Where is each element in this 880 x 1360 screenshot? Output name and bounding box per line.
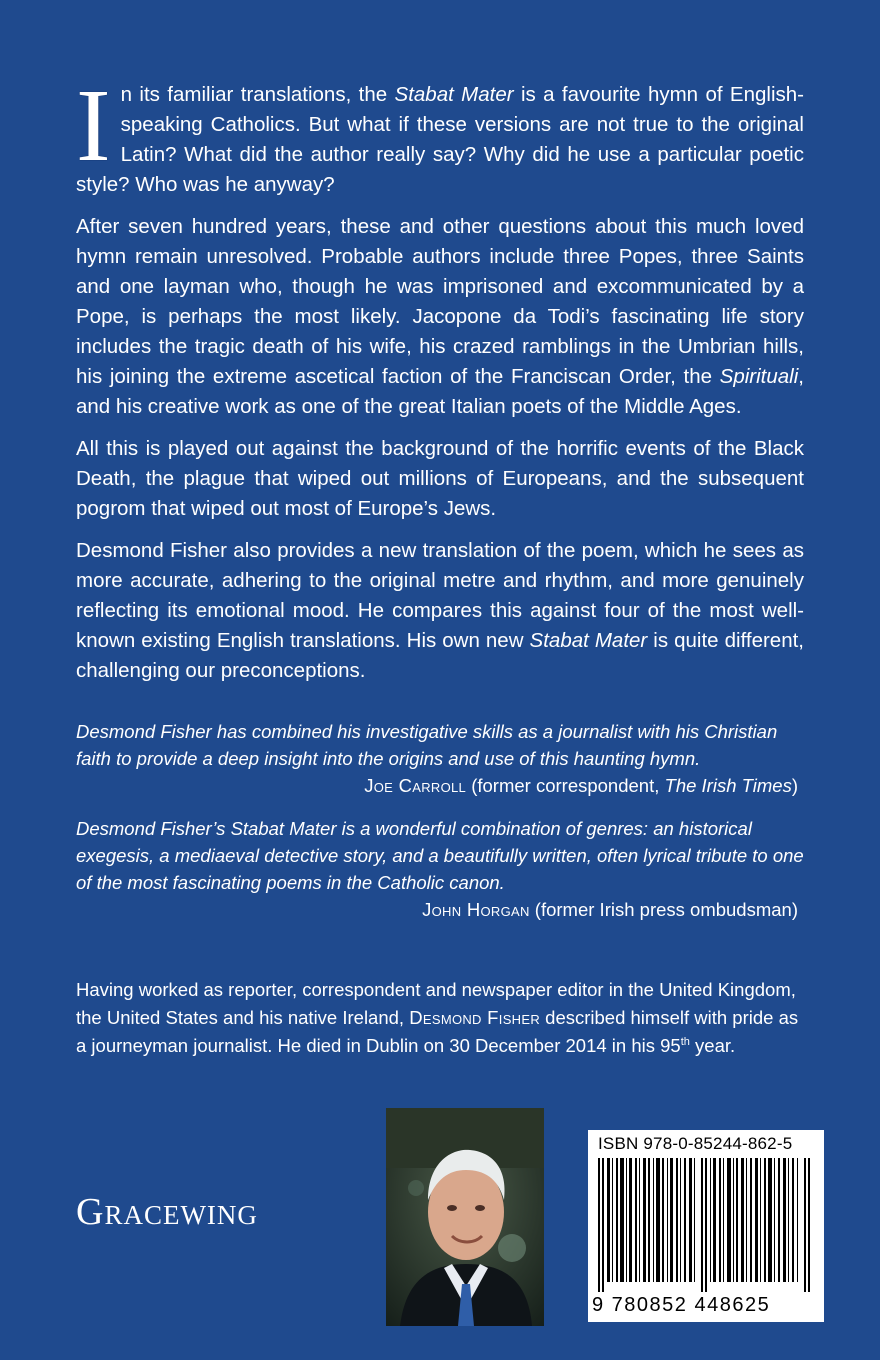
bio-text: Having worked as reporter, correspondent and newspaper editor in the United Kingdom, the United States and his native Ireland, bbox=[76, 979, 796, 1028]
blurb-emphasis: Stabat Mater bbox=[529, 629, 648, 652]
reviewer-name: John Horgan bbox=[422, 899, 530, 920]
author-name: Desmond Fisher bbox=[409, 1007, 541, 1028]
drop-cap: I bbox=[76, 68, 111, 183]
blurb-paragraph-3: All this is played out against the background of the horrific events of the Black Death, the plague that wiped out millions of Europeans, and the subsequent pogrom that wiped out most of Europe’s Jews. bbox=[76, 437, 804, 520]
blurb-text: is a favourite hymn of English-speaking Catholics. But what if these versions are not true to the original Latin? What did the author really say? Why did he use a particular poetic style? Who was he anyway? bbox=[76, 83, 804, 196]
endorsements bbox=[76, 718, 804, 939]
bio-text: described himself with pride as a journeyman journalist. He died in Dublin on 30 December 2014 in his 95 bbox=[76, 1007, 799, 1056]
review-attribution-2 bbox=[76, 896, 804, 923]
blurb-emphasis: Spirituali bbox=[719, 365, 799, 388]
reviewer-role: ) bbox=[791, 775, 798, 796]
barcode-bars bbox=[598, 1158, 812, 1292]
author-photo bbox=[386, 1108, 544, 1326]
ordinal-suffix: th bbox=[680, 1035, 690, 1048]
blurb-text: n its familiar translations, the bbox=[120, 83, 395, 106]
isbn-label: ISBN 978-0-85244-862-5 bbox=[598, 1134, 793, 1153]
blurb-text: Desmond Fisher also provides a new translation of the poem, which he sees as more accurate, adhering to the original metre and rhythm, and more genuinely reflecting its emotional mood. He compares this against four of the most well-known existing English translations. His own new bbox=[76, 539, 804, 652]
author-bio-text bbox=[76, 976, 804, 1060]
review-quote-2: Desmond Fisher’s Stabat Mater is a wonderful combination of genres: an historical exegesis, a mediaeval detective story, and a beautifully written, often lyrical tribute to one of the most fascinating poems in the Catholic canon. bbox=[76, 818, 804, 893]
publisher-logo: Gracewing bbox=[76, 1191, 258, 1233]
blurb-emphasis: Stabat Mater bbox=[394, 83, 514, 106]
blurb-text: , and his creative work as one of the great Italian poets of the Middle Ages. bbox=[76, 365, 804, 418]
blurb bbox=[76, 68, 804, 698]
blurb-text: is quite different, challenging our preconceptions. bbox=[76, 629, 804, 682]
blurb-text: After seven hundred years, these and other questions about this much loved hymn remain unresolved. Probable authors include three Popes, three Saints and one layman who, though he was imprisoned and excommunicated by a Pope, is perhaps the most likely. Jacopone da Todi’s fascinating life story includes the tragic death of his wife, his crazed ramblings in the Umbrian hills, his joining the extreme ascetical faction of the Franciscan Order, the bbox=[76, 215, 804, 388]
reviewer-publication: The Irish Times bbox=[664, 775, 792, 796]
isbn-digits: 9 780852 448625 bbox=[592, 1294, 771, 1316]
isbn-barcode bbox=[588, 1130, 824, 1322]
reviewer-role: (former Irish press ombudsman) bbox=[529, 899, 798, 920]
bio-text: year. bbox=[689, 1035, 736, 1056]
author-bio bbox=[76, 976, 804, 1060]
review-quote-1: Desmond Fisher has combined his investigative skills as a journalist with his Christian faith to provide a deep insight into the origins and use of this haunting hymn. bbox=[76, 721, 778, 769]
blurb-paragraph-4 bbox=[76, 536, 804, 686]
reviewer-role: (former correspondent, bbox=[466, 775, 665, 796]
author-portrait-image bbox=[386, 1108, 544, 1326]
review-attribution-1 bbox=[76, 772, 804, 799]
blurb-paragraph-1 bbox=[76, 68, 804, 200]
reviewer-name: Joe Carroll bbox=[364, 775, 467, 796]
blurb-paragraph-2 bbox=[76, 212, 804, 422]
